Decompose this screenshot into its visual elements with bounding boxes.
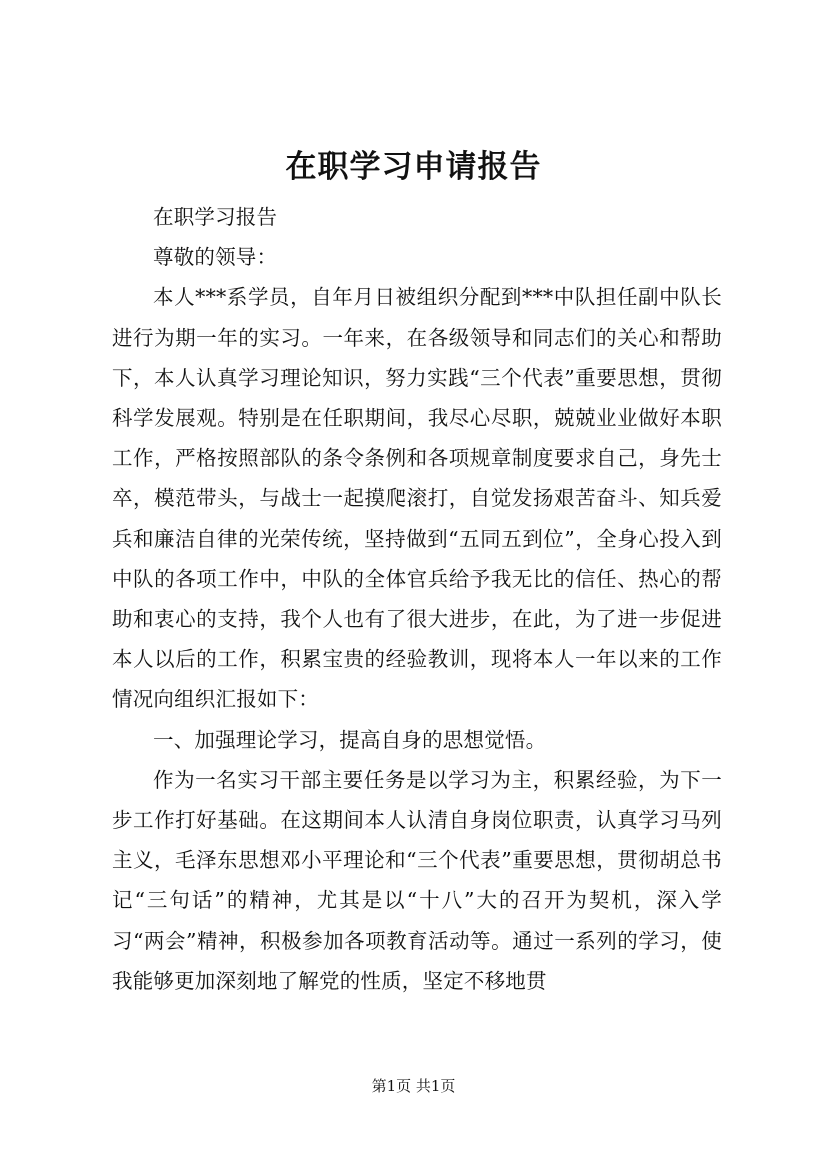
page-footer: 第1页 共1页 — [371, 1077, 456, 1095]
document-title: 在职学习申请报告 — [285, 149, 542, 185]
paragraph-subtitle: 在职学习报告 — [153, 205, 278, 229]
paragraph-introduction: 本人***系学员，自年月日被组织分配到***中队担任副中队长进行为期一年的实习。一年来，在各级领导和同志们的关心和帮助下，本人认真学习理论知识，努力实践“三个代表”重要思想，贯彻科学发展观。特别是在任职期间，我尽心尽职，兢兢业业做好本职工作，严格按照部队的条令条例和各项规章制度要求自己，身先士卒，模范带头，与战士一起摸爬滚打，自觉发扬艰苦奋斗、知兵爱兵和廉洁自律的光荣传统，坚持做到“五同五到位”，全身心投入到中队的各项工作中，中队的全体官兵给予我无比的信任、热心的帮助和衷心的支持，我个人也有了很大进步，在此，为了进一步促进本人以后的工作，积累宝贵的经验教训，现将本人一年以来的工作情况向组织汇报如下： — [112, 285, 722, 712]
paragraph-salutation: 尊敬的领导： — [153, 245, 278, 270]
paragraph-section-heading: 一、加强理论学习，提高自身的思想觉悟。 — [153, 727, 547, 752]
paragraph-section-body: 作为一名实习干部主要任务是以学习为主，积累经验，为下一步工作打好基础。在这期间本人认清自身岗位职责，认真学习马列主义，毛泽东思想邓小平理论和“三个代表”重要思想，贯彻胡总书记“三句话”的精神，尤其是以“十八”大的召开为契机，深入学习“两会”精神，积极参加各项教育活动等。通过一系列的学习，使我能够更加深刻地了解党的性质，坚定不移地贯 — [112, 767, 722, 993]
document-body — [112, 197, 722, 1001]
